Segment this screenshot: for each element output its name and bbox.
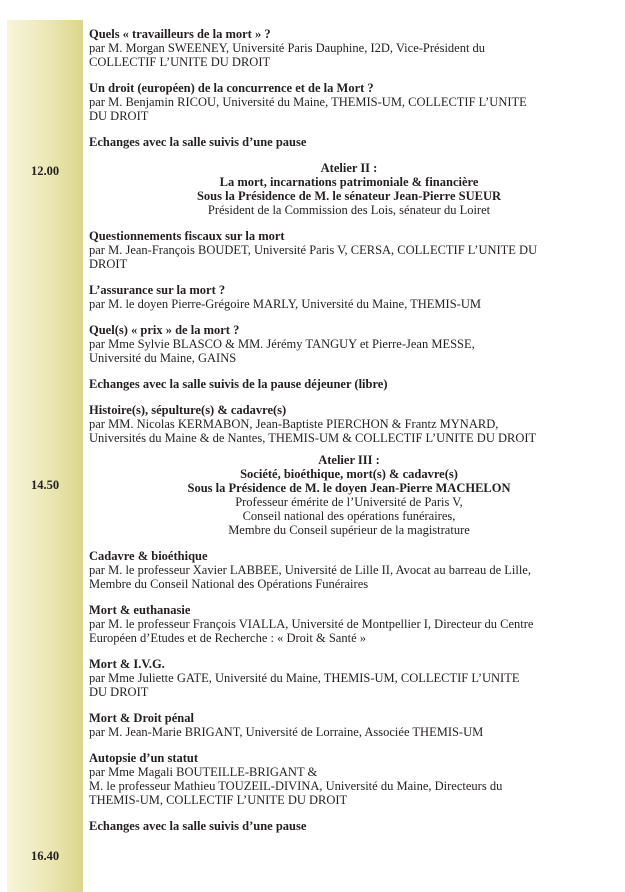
atelier-role: Président de la Commission des Lois, sénateur du Loiret — [207, 203, 491, 217]
session-item — [89, 135, 609, 149]
session-speakers: par M. Morgan SWEENEY, Université Paris Dauphine, I2D, Vice-Président du COLLECTIF L’UNITE DU DROIT — [89, 41, 486, 69]
session-item — [89, 229, 609, 271]
session-item — [89, 603, 609, 645]
session-item — [89, 657, 609, 699]
atelier-role: Membre du Conseil supérieur de la magistrature — [228, 523, 470, 537]
session-item — [89, 403, 609, 445]
session-title: Echanges avec la salle suivis d’une pause — [89, 135, 307, 149]
session-item — [89, 711, 609, 739]
session-title: Mort & euthanasie — [89, 603, 191, 617]
session-item — [89, 549, 609, 591]
session-item — [89, 283, 609, 311]
time-slot-1: 12.00 — [30, 164, 60, 178]
session-title: Mort & I.V.G. — [89, 657, 165, 671]
session-speakers: par M. Jean-François BOUDET, Université Paris V, CERSA, COLLECTIF L’UNITE DU DROIT — [89, 243, 538, 271]
atelier-presidence: Sous la Présidence de M. le sénateur Jean-Pierre SUEUR — [196, 189, 501, 203]
session-speakers: par Mme Sylvie BLASCO & MM. Jérémy TANGUY et Pierre-Jean MESSE, Université du Maine, GAINS — [89, 337, 475, 365]
atelier-subtitle: Société, bioéthique, mort(s) & cadavre(s) — [240, 467, 458, 481]
atelier-heading: Atelier III : — [318, 453, 380, 467]
time-slot-2: 14.50 — [30, 478, 60, 492]
session-item — [89, 27, 609, 69]
session-speakers: par MM. Nicolas KERMABON, Jean-Baptiste PIERCHON & Frantz MYNARD, Universités du Maine & de Nantes, THEMIS-UM & COLLECTIF L’UNITE DU DROIT — [89, 417, 537, 445]
session-speakers: par M. le professeur Xavier LABBEE, Université de Lille II, Avocat au barreau de Lille, Membre du Conseil National des Opérations Funéraires — [89, 563, 531, 591]
atelier-role: Professeur émérite de l’Université de Paris V, — [235, 495, 463, 509]
session-item — [89, 81, 609, 123]
atelier-3-header — [89, 453, 609, 537]
atelier-role: Conseil national des opérations funéraires, — [242, 509, 456, 523]
session-title: Echanges avec la salle suivis d’une pause — [89, 819, 307, 833]
atelier-subtitle: La mort, incarnations patrimoniale & financière — [219, 175, 479, 189]
session-title: Mort & Droit pénal — [89, 711, 194, 725]
session-title: Questionnements fiscaux sur la mort — [89, 229, 285, 243]
session-title: Echanges avec la salle suivis de la pause déjeuner (libre) — [89, 377, 388, 391]
sidebar-color-band — [7, 20, 83, 892]
session-speakers: par M. le doyen Pierre-Grégoire MARLY, Université du Maine, THEMIS-UM — [89, 297, 481, 311]
session-title: Autopsie d’un statut — [89, 751, 199, 765]
session-title: Quel(s) « prix » de la mort ? — [89, 323, 240, 337]
program-content — [89, 27, 609, 845]
session-speakers: par M. Jean-Marie BRIGANT, Université de Lorraine, Associée THEMIS-UM — [89, 725, 484, 739]
session-speakers: par M. Benjamin RICOU, Université du Maine, THEMIS-UM, COLLECTIF L’UNITE DU DROIT — [89, 95, 527, 123]
atelier-heading: Atelier II : — [320, 161, 378, 175]
time-slot-3: 16.40 — [30, 849, 60, 863]
session-speakers: par M. le professeur François VIALLA, Université de Montpellier I, Directeur du Centre Européen d’Etudes et de Recherche : « Droit & Santé » — [89, 617, 534, 645]
atelier-2-header — [89, 161, 609, 217]
session-item — [89, 819, 609, 833]
session-title: L’assurance sur la mort ? — [89, 283, 226, 297]
session-title: Un droit (européen) de la concurrence et de la Mort ? — [89, 81, 374, 95]
session-speakers: par Mme Juliette GATE, Université du Maine, THEMIS-UM, COLLECTIF L’UNITE DU DROIT — [89, 671, 520, 699]
session-title: Cadavre & bioéthique — [89, 549, 208, 563]
session-speakers: par Mme Magali BOUTEILLE-BRIGANT & M. le professeur Mathieu TOUZEIL-DIVINA, Université du Maine, Directeurs du THEMIS-UM, COLLECTIF L’UNITE DU DROIT — [89, 765, 503, 807]
session-title: Quels « travailleurs de la mort » ? — [89, 27, 271, 41]
session-item — [89, 751, 609, 807]
atelier-presidence: Sous la Présidence de M. le doyen Jean-Pierre MACHELON — [187, 481, 511, 495]
session-title: Histoire(s), sépulture(s) & cadavre(s) — [89, 403, 287, 417]
session-item — [89, 323, 609, 365]
session-item — [89, 377, 609, 391]
